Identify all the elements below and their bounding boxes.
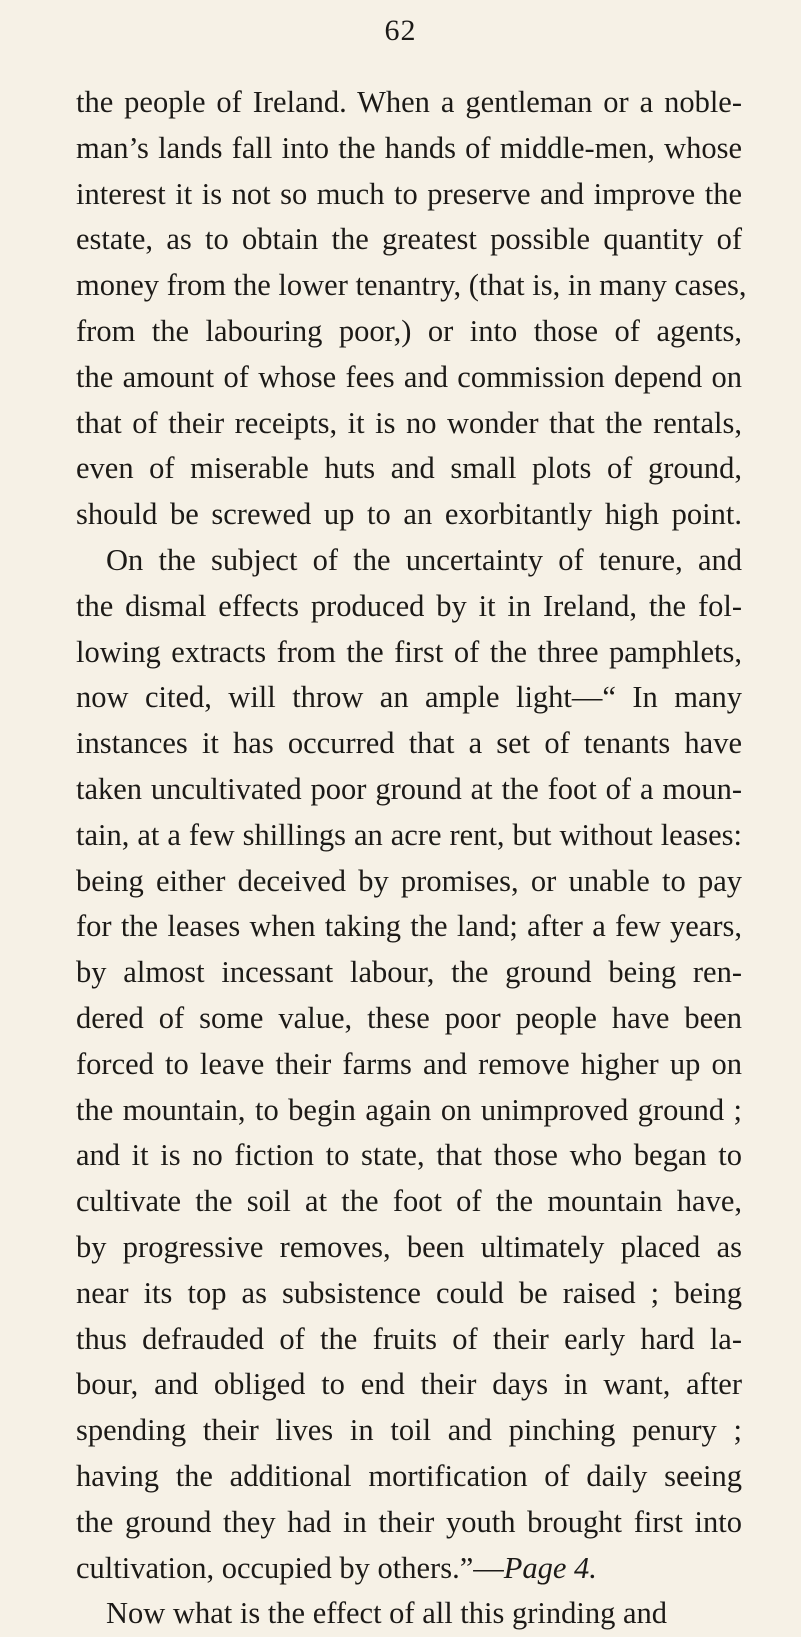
text-line: for the leases when taking the land; after a few years, xyxy=(76,909,742,944)
text-line: the ground they had in their youth brought first into xyxy=(76,1504,742,1539)
text-line: estate, as to obtain the greatest possible quantity of xyxy=(76,222,742,257)
text-line: the dismal effects produced by it in Ireland, the fol- xyxy=(76,588,742,623)
text-line: cultivate the soil at the foot of the mountain have, xyxy=(76,1184,742,1219)
text-line: should be screwed up to an exorbitantly high point. xyxy=(76,497,742,532)
body-text xyxy=(76,80,747,1637)
paragraph-start-line: On the subject of the uncertainty of tenure, and xyxy=(106,542,742,577)
text-line: being either deceived by promises, or unable to pay xyxy=(76,863,742,898)
text-line: the mountain, to begin again on unimproved ground ; xyxy=(76,1092,742,1127)
quote-end-text: cultivation, occupied by others.”— xyxy=(76,1550,504,1585)
text-line: now cited, will throw an ample light—“ In many xyxy=(76,680,742,715)
page-number: 62 xyxy=(384,14,417,47)
text-line: by progressive removes, been ultimately placed as xyxy=(76,1229,742,1264)
text-line: that of their receipts, it is no wonder that the rentals, xyxy=(76,405,742,440)
text-line: bour, and obliged to end their days in want, after xyxy=(76,1367,742,1402)
text-line: spending their lives in toil and pinching penury ; xyxy=(76,1413,742,1448)
final-line: Now what is the effect of all this grinding and xyxy=(106,1596,668,1631)
text-line: having the additional mortification of daily seeing xyxy=(76,1458,742,1493)
text-line: taken uncultivated poor ground at the foot of a moun- xyxy=(76,771,742,806)
text-line: dered of some value, these poor people have been xyxy=(76,1000,742,1035)
text-line: tain, at a few shillings an acre rent, but without leases: xyxy=(76,817,742,852)
text-line: the people of Ireland. When a gentleman or a noble- xyxy=(76,85,742,119)
text-line: from the labouring poor,) or into those of agents, xyxy=(76,313,742,348)
text-line: even of miserable huts and small plots of ground, xyxy=(76,451,742,486)
text-line: thus defrauded of the fruits of their early hard la- xyxy=(76,1321,742,1356)
text-line: and it is no fiction to state, that those who began to xyxy=(76,1138,742,1173)
text-line: by almost incessant labour, the ground being ren- xyxy=(76,955,742,990)
text-line: lowing extracts from the first of the three pamphlets, xyxy=(76,634,742,669)
text-line: forced to leave their farms and remove higher up on xyxy=(76,1046,742,1081)
quote-end-line xyxy=(76,1546,742,1592)
text-line: near its top as subsistence could be raised ; being xyxy=(76,1275,742,1310)
text-line: man’s lands fall into the hands of middle-men, whose xyxy=(76,130,742,165)
page-reference: Page 4. xyxy=(503,1550,597,1585)
text-line: money from the lower tenantry, (that is, in many cases, xyxy=(76,268,747,303)
text-line: interest it is not so much to preserve and improve the xyxy=(76,176,742,211)
text-line: the amount of whose fees and commission depend on xyxy=(76,359,742,394)
text-line: instances it has occurred that a set of tenants have xyxy=(76,726,742,761)
